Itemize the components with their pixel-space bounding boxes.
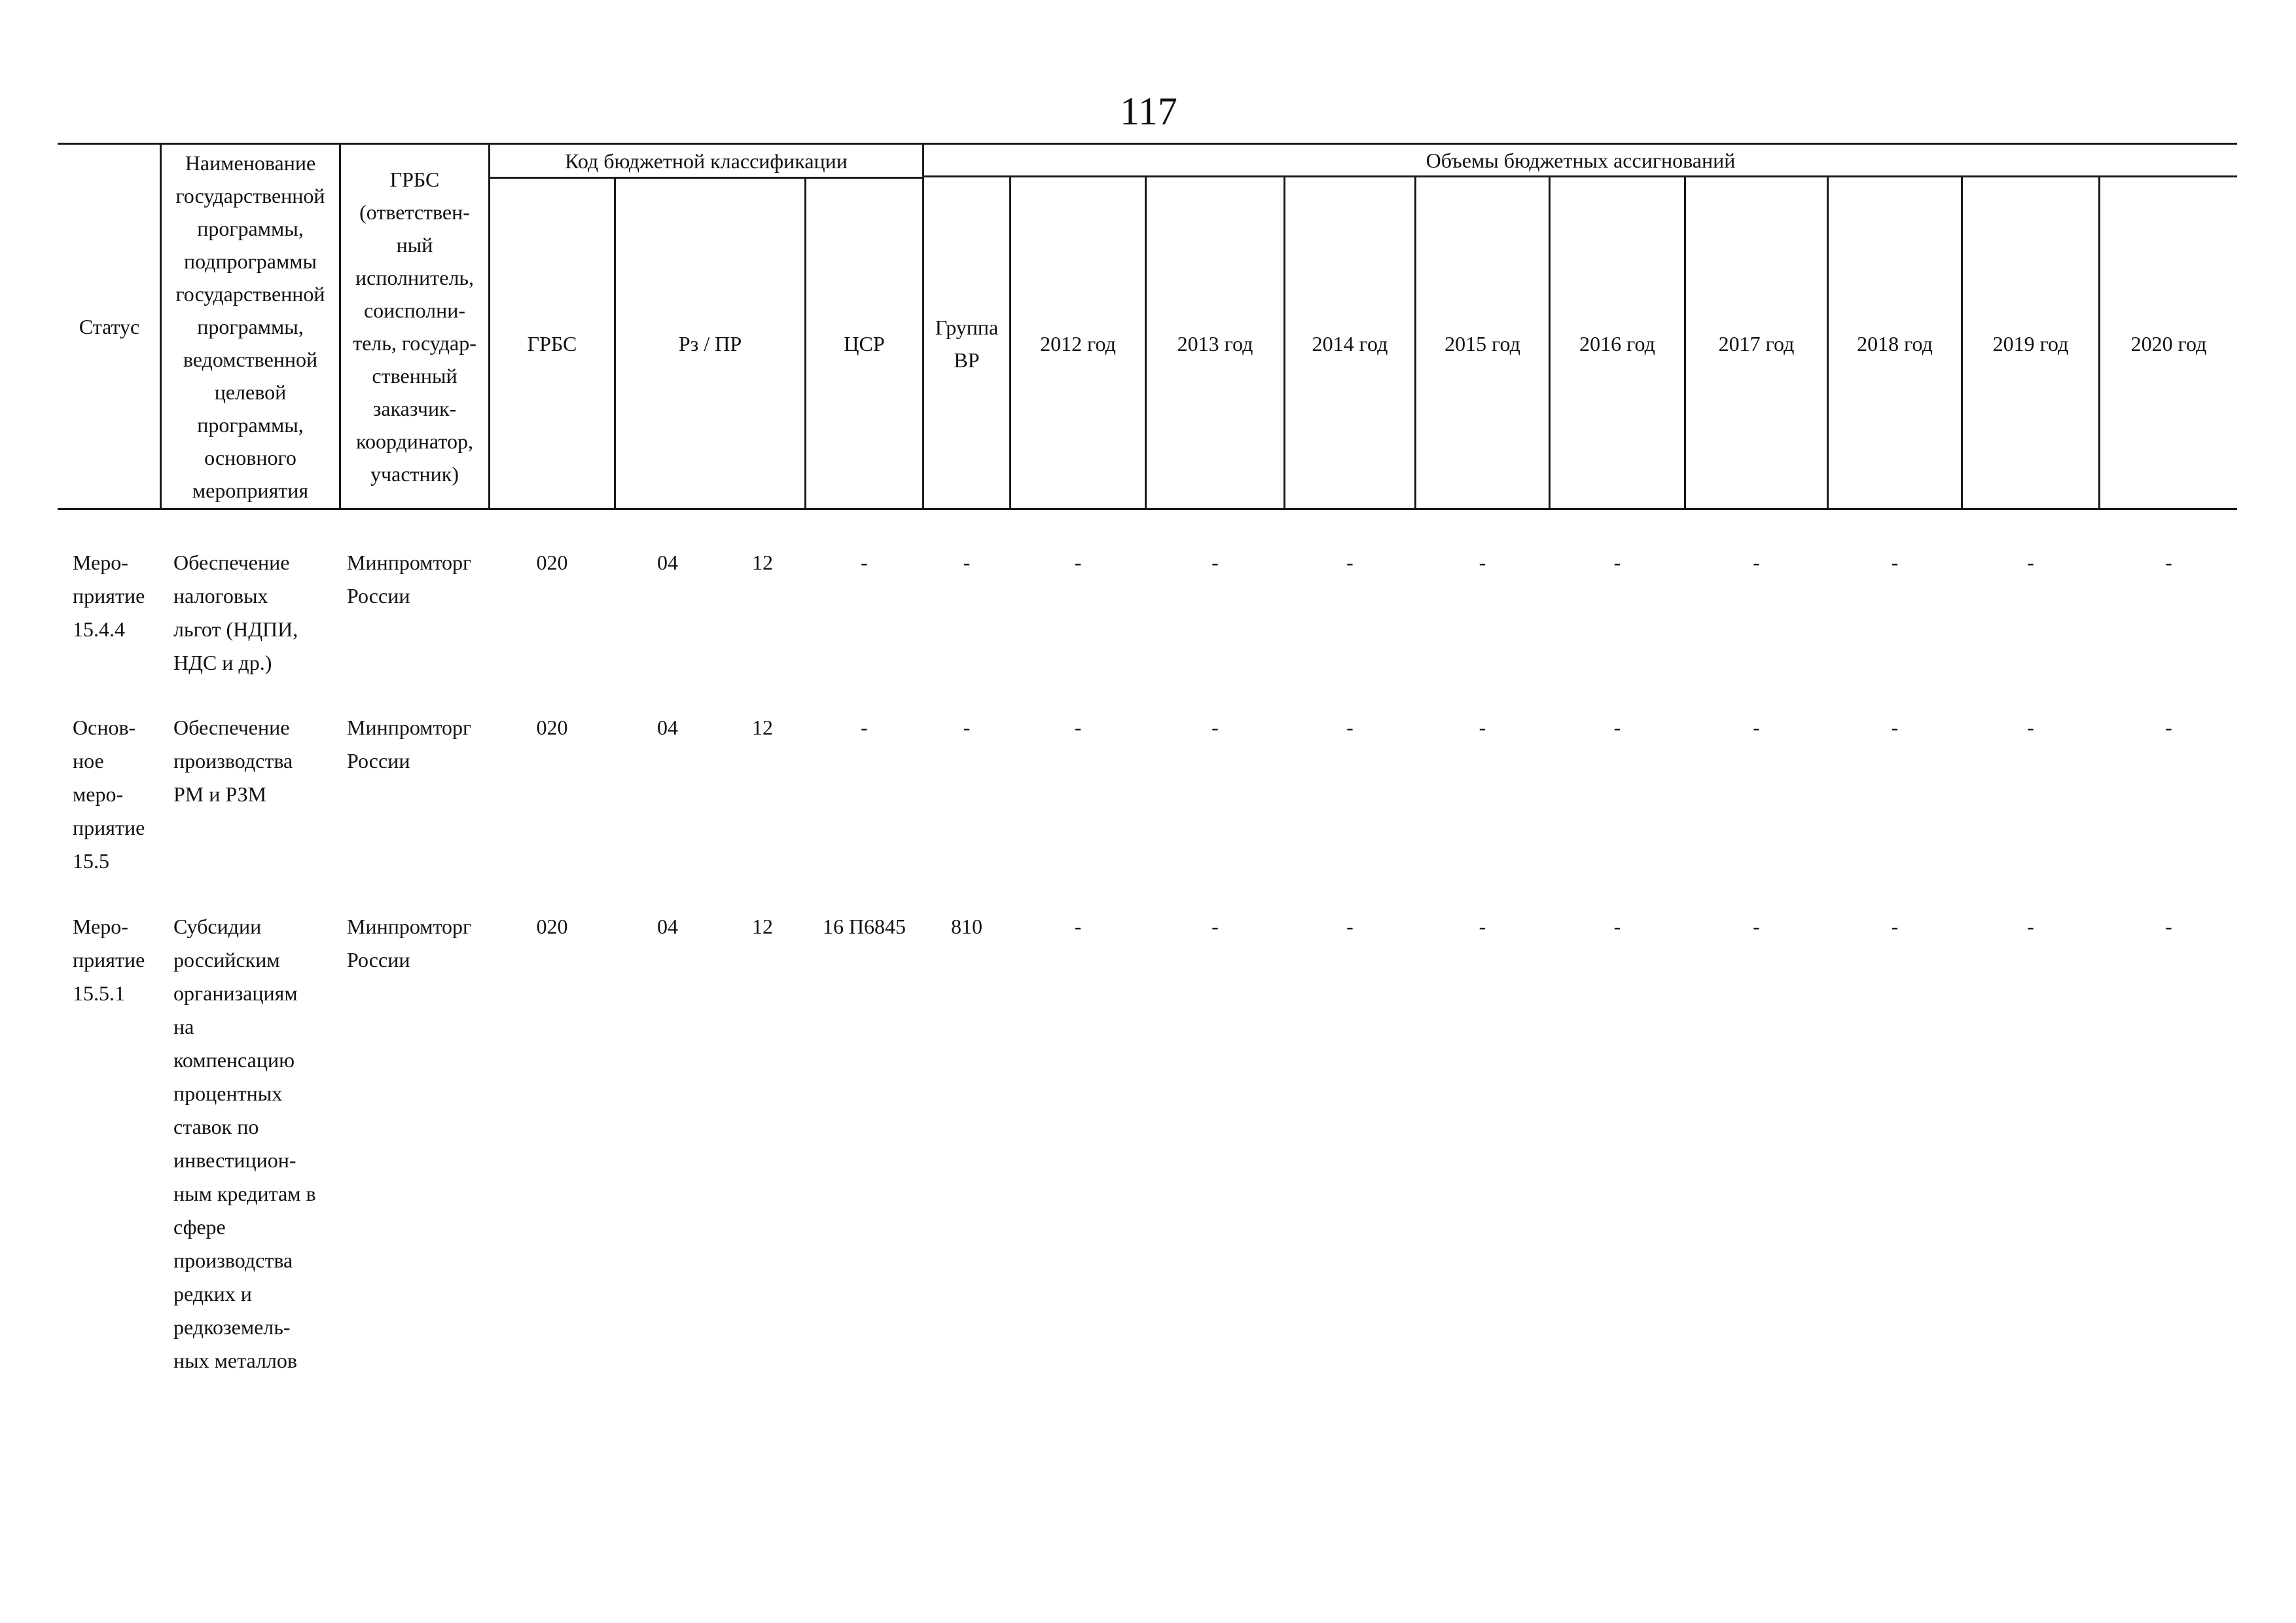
- header-rz-pr: Рз / ПР: [678, 332, 742, 356]
- row-2017: -: [1753, 716, 1760, 739]
- row-2019: -: [2027, 716, 2034, 739]
- header-volumes-group: Объемы бюджетных ассигнований: [1426, 149, 1736, 172]
- row-name: Обеспечение налоговых льгот (НДПИ, НДС и др.): [173, 551, 298, 674]
- row-2013: -: [1211, 716, 1219, 739]
- header-grbs-executor: ГРБС (ответствен- ный исполнитель, соисполни- тель, государ- ственный заказчик- координатор, участник): [353, 168, 476, 486]
- row-pr: 12: [752, 915, 773, 938]
- header-year-2019: 2019 год: [1992, 332, 2069, 356]
- row-grbs: 020: [536, 915, 568, 938]
- row-2018: -: [1891, 915, 1899, 938]
- header-year-2020: 2020 год: [2130, 332, 2207, 356]
- row-rz: 04: [657, 551, 678, 574]
- header-csr: ЦСР: [844, 332, 885, 356]
- header-status: Статус: [79, 315, 140, 338]
- row-name: Субсидии российским организациям на компенсацию процентных ставок по инвестицион- ным кредитам в сфере производства редких и редкоземель- ных металлов: [173, 915, 316, 1372]
- row-2020: -: [2165, 551, 2172, 574]
- row-2020: -: [2165, 915, 2172, 938]
- header-grbs: ГРБС: [527, 332, 577, 356]
- table-top-border: [58, 143, 2237, 145]
- row-2016: -: [1613, 716, 1621, 739]
- page-number: 117: [1120, 90, 1177, 133]
- row-2018: -: [1891, 716, 1899, 739]
- header-year-2015: 2015 год: [1444, 332, 1520, 356]
- row-rz: 04: [657, 716, 678, 739]
- header-bottom-border: [58, 508, 2237, 510]
- header-budget-code-group: Код бюджетной классификации: [565, 149, 848, 173]
- row-pr: 12: [752, 551, 773, 574]
- table-row: [0, 910, 2296, 1372]
- row-vr: -: [963, 551, 971, 574]
- row-2013: -: [1211, 551, 1219, 574]
- table-row: [0, 711, 2296, 873]
- row-grbs: 020: [536, 551, 568, 574]
- row-2014: -: [1346, 716, 1354, 739]
- row-grbs-executor: Минпромторг России: [347, 915, 472, 972]
- row-pr: 12: [752, 716, 773, 739]
- row-2012: -: [1074, 915, 1082, 938]
- row-2019: -: [2027, 915, 2034, 938]
- row-csr: -: [861, 716, 868, 739]
- row-status: Основ- ное меро- приятие 15.5: [73, 716, 145, 873]
- header-year-2016: 2016 год: [1579, 332, 1655, 356]
- header-year-2013: 2013 год: [1177, 332, 1253, 356]
- row-2015: -: [1479, 551, 1486, 574]
- row-2016: -: [1613, 551, 1621, 574]
- header-vr-group: Группа ВР: [935, 316, 999, 372]
- row-2019: -: [2027, 551, 2034, 574]
- table-row: [0, 546, 2296, 674]
- row-2014: -: [1346, 551, 1354, 574]
- row-2017: -: [1753, 551, 1760, 574]
- row-2016: -: [1613, 915, 1621, 938]
- row-2015: -: [1479, 716, 1486, 739]
- row-csr: 16 П6845: [822, 915, 906, 938]
- header-year-2017: 2017 год: [1718, 332, 1795, 356]
- row-2012: -: [1074, 716, 1082, 739]
- header-year-2018: 2018 год: [1857, 332, 1933, 356]
- row-2020: -: [2165, 716, 2172, 739]
- row-2013: -: [1211, 915, 1219, 938]
- row-name: Обеспечение производства РМ и РЗМ: [173, 716, 293, 806]
- row-grbs: 020: [536, 716, 568, 739]
- row-2015: -: [1479, 915, 1486, 938]
- row-status: Меро- приятие 15.4.4: [73, 551, 145, 641]
- row-grbs-executor: Минпромторг России: [347, 551, 472, 608]
- header-year-2012: 2012 год: [1040, 332, 1116, 356]
- row-csr: -: [861, 551, 868, 574]
- row-vr: -: [963, 716, 971, 739]
- row-vr: 810: [951, 915, 982, 938]
- row-grbs-executor: Минпромторг России: [347, 716, 472, 773]
- row-rz: 04: [657, 915, 678, 938]
- row-status: Меро- приятие 15.5.1: [73, 915, 145, 1005]
- row-2014: -: [1346, 915, 1354, 938]
- row-2012: -: [1074, 551, 1082, 574]
- row-2017: -: [1753, 915, 1760, 938]
- header-program-name: Наименование государственной программы, подпрограммы государственной программы, ведомственной целевой программы, основного мероприятия: [175, 151, 325, 502]
- header-year-2014: 2014 год: [1312, 332, 1388, 356]
- row-2018: -: [1891, 551, 1899, 574]
